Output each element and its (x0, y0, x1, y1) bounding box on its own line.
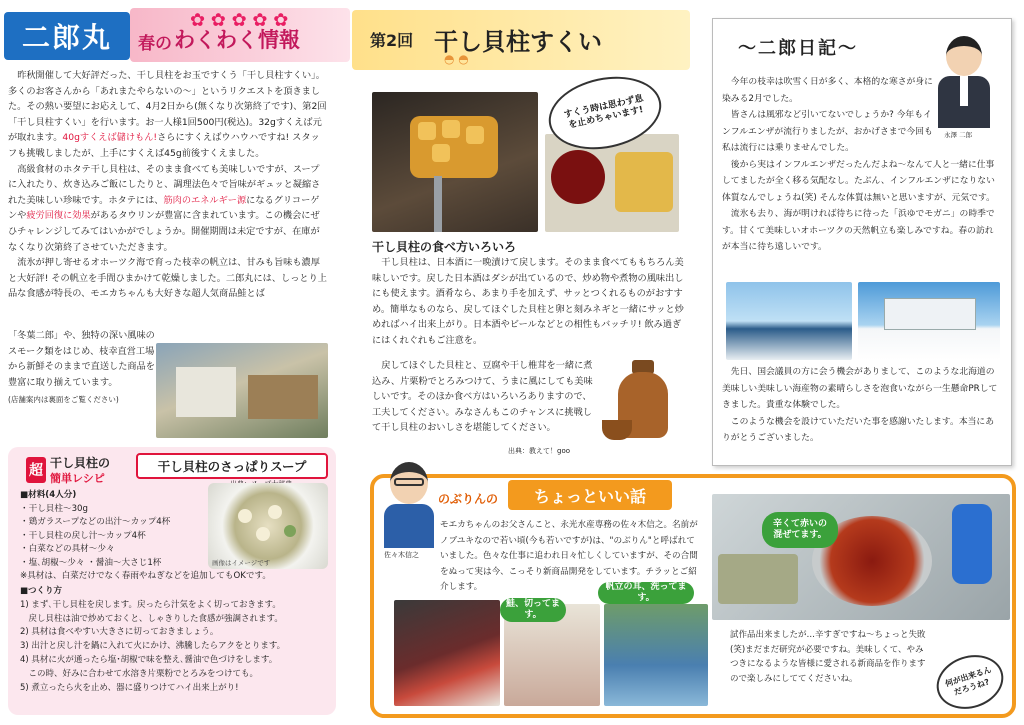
logo-banner (4, 12, 130, 60)
ingredient-item: ・干し貝柱～30g (20, 503, 88, 514)
logo-text: 二郎丸 (21, 21, 112, 54)
column-title-pre: のぶりんの (438, 492, 499, 506)
speech-bubble: すくう時は思わず息を止めちゃいます! (542, 67, 668, 159)
sake-bottle-illustration (602, 360, 688, 452)
news-title: わくわく情報 (174, 28, 300, 52)
label-salmon: 鮭、切ってます。 (500, 598, 566, 622)
label-mixing: 辛くて赤いの混ぜてます。 (762, 512, 838, 548)
intro-text-2: 「冬葉二郎」や、独特の深い風味のスモーク類をはじめ、枝幸直営工場から新鮮そのままで直送した商品を豊富に取り揃えています。 (店舗案内は裏面をご覧ください) (8, 328, 158, 408)
event-number: 第2回 (370, 31, 414, 50)
mixing-photo (712, 494, 1010, 620)
diary-text-2: 先日、国会議員の方に会う機会がありまして、このような北海道の美味しい美味しい海産物の素晴らしさを泡食いながら一生懸命PRしてきました。貴重な体験でした。 このような機会を設けていただいた事を感謝いたします。本当にありがとうございました。 (722, 367, 998, 443)
news-title-banner (130, 8, 350, 62)
column-bottom-text: 試作品出来ましたが…辛すぎですね～ちょっと失敗(笑)まだまだ研究が必要ですね。美味しくて、やみつきになるような皆様に愛される新商品を作りますので楽しみにしててくださいね。 (730, 630, 926, 684)
recipe-badge (26, 451, 144, 489)
scallop-icon: ◓ ◓ (444, 52, 469, 66)
step-item: 1) まず､干し貝柱を戻します。戻ったら汁気をよく切っておきます。 (20, 599, 281, 610)
label-scallop: 帆立の耳、洗ってます。 (598, 582, 694, 604)
recipe-title: 干し貝柱のさっぱりスープ (136, 453, 328, 479)
steps-head: ■つくり方 (20, 586, 63, 596)
column-text: モエカちゃんのお父さんこと、永光水産専務の佐々木信之。名前がノブユキなので若い頃(今も若いですが)は、"のぶりん"と呼ばれていました。色々な仕事に追われ日々忙しくしていますが、その合間をぬって実は今、こっそり新商品開発をしています。チラッとご紹介します。 (440, 520, 698, 592)
ingredients-note: ※具材は、白菜だけでなく春雨やねぎなどを追加してもOKです。 (20, 571, 271, 581)
step-item: 4) 具材に火が通ったら塩･胡椒で味を整え､醤油で色づけをします。 (20, 654, 278, 665)
step-item: 戻し貝柱は油で炒めておくと、しゃきりした食感が強調されます。 (20, 613, 283, 624)
step-item: この時、好みに合わせて水溶き片栗粉でとろみをつけても。 (20, 668, 259, 679)
diary-text: 今年の枝幸は吹雪く日が多く、本格的な寒さが身に染みる2月でした。 皆さんは風邪など引いてないでしょうか? 今年もインフルエンザが流行りましたが、おかげさまで今回も私は流行には乗りませんでした。 後から実はインフルエンザだったんだよね～なんて人と一緒に仕事してましたが全く移る気配なし。たぶん、インフルエンザになりない体質なんでしょうね(笑) そんな体質は無いと思いますが、元気です。 流氷も去り、海が明ければ待ちに待った「浜ゆでモガニ」の時季です。甘くて美味しいオホーツクの天然帆立も楽しみですね。春の訪れが本当に待ち遠しいです。 (722, 77, 995, 252)
soup-photo (208, 483, 328, 569)
column-person-name: 佐々木信之 (384, 551, 419, 559)
diary-person-name: 永澤 二郎 (944, 131, 973, 139)
ingredient-item: ・鶏ガラスープなどの出汁～カップ4杯 (20, 517, 171, 527)
ingredient-item: ・白菜などの具材～少々 (20, 544, 115, 554)
snow-building-photo (858, 282, 1000, 360)
step-item: 3) 出汁と戻し汁を鍋に入れて火にかけ、沸騰したらアクをとります。 (20, 641, 286, 652)
harbor-photo (726, 282, 852, 360)
ingredient-item: ・塩､胡椒～少々 ・醤油～大さじ1杯 (20, 557, 162, 568)
photo-caption: 画像はイメージです (212, 559, 271, 567)
ingredient-item: ・干し貝柱の戻し汁～カップ4杯 (20, 530, 146, 541)
step-item: 5) 煮立ったら火を止め、器に盛りつけてハイ出来上がり! (20, 682, 239, 693)
highlight-40g: 40gすくえば儲けもん! (62, 132, 158, 144)
howto-source: 出典：教えて！goo (508, 447, 571, 455)
salmon-photo (394, 600, 500, 706)
round-badge: 何が出来るんだろうね? (930, 647, 1011, 717)
event-banner (352, 10, 690, 70)
news-title-pre: 春の (138, 34, 172, 54)
column-avatar (384, 462, 434, 558)
store-note: (店舗案内は裏面をご覧ください) (8, 395, 119, 405)
howto-heading: 干し貝柱の食べ方いろいろ (372, 240, 517, 254)
diary-title: ～二郎日記～ (738, 38, 858, 59)
scoop-photo (372, 92, 538, 232)
column-title: ちょっといい話 (508, 480, 672, 510)
ingredients-head: ■材料(4人分) (20, 490, 77, 500)
steps (20, 585, 332, 695)
ladle-photo (545, 134, 679, 232)
recipe-box (8, 447, 336, 715)
washing-photo (604, 604, 708, 706)
howto-text-2: 戻してほぐした貝柱と、豆腐や干し椎茸を一緒に煮込み、片栗粉でとろみつけて、うまに風にしても美味しいです。そのほか食べ方はいろいろありますので、工夫してください。みなさんもこのチャンスに挑戦して干し貝柱のおいしさを堪能してください。 (372, 360, 593, 434)
step-item: 2) 具材は食べやすい大きさに切っておきましょう。 (20, 627, 219, 638)
recipe-badge-top: 超 (26, 457, 46, 483)
recipe-badge-title: 干し貝柱の (50, 456, 111, 470)
intro-text: 昨秋開催して大好評だった、干し貝柱をお玉ですくう「干し貝柱すくい」。多くのお客さんから「あれまたやらないの～」というリクエストを頂きました。その熱い要望にお応えして、4月2日から(無くなり次第終了です)、第2回「干し貝柱すくい」を行います。お一人様1回500円(税込)。32gすくえば元が取れます。40gすくえば儲けもん!さらにすくえばウハウハですね! スタッフも挑戦しましたが、上手にすくえば45g前後すくえました。 高級食材のホタテ干し貝柱は、そのまま食べても美味しいですが、スープに入れたり、炊き込みご飯にしたりと、調理法色々で旨味がギュッと凝縮された美味しい珍味です。ホタテには、筋肉のエネルギー源になるグリコーゲンや疲労回復に効果があるタウリンが豊富に含まれています。この機会にぜひチャレンジしてみてはいかがでしょうか。開催期間は未定ですが、在庫がなくなり次第終了させていただきます。 流氷が押し寄せるオホーツク海で育った枝幸の帆立は、甘みも旨味も濃厚と大好評! その帆立を手間ひまかけて乾燥しました。二郎丸には、しっとり上品な食感が特長の、モエカちゃんも大好きな超人気商品鮭とば (8, 70, 327, 300)
howto-text: 干し貝柱は、日本酒に一晩漬けて戻します。そのまま食べてももちろん美味しいです。戻した日本酒はダシが出ているので、炒め物や煮物の風味出しにも使えます。酒肴なら、あまり手を加えず、サッとつくれるものがおすすめ。簡単なものなら、戻してほぐした貝柱と卵と刻みネギと一緒にサッと炒めればハイ出来上がり。日本酒やビールなどとの相性もバッチリ! 飲み過ぎにはくれぐれもご注意を。 (372, 257, 684, 346)
cherry-blossom-icon: ✿ ✿ ✿ ✿ ✿ (190, 10, 289, 31)
recipe-badge-sub: 簡単レシピ (50, 472, 105, 485)
factory-photo (156, 343, 328, 438)
event-title: 干し貝柱すくい (434, 28, 602, 56)
